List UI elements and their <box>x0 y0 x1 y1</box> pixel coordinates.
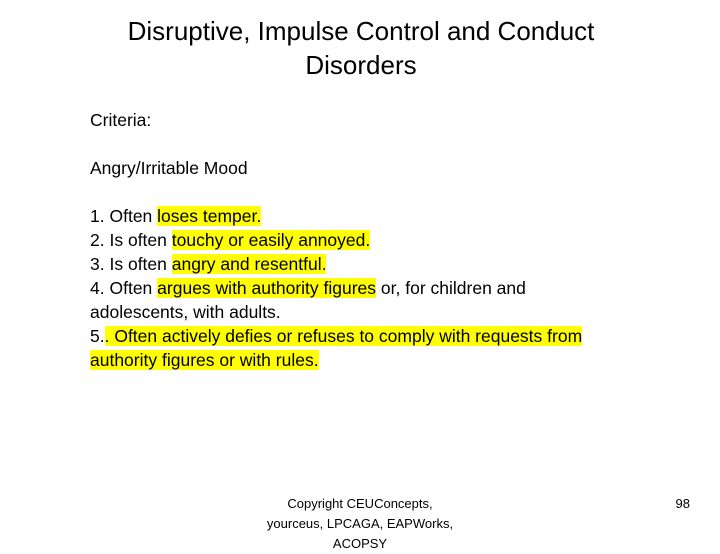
criterion-item-4 <box>90 276 670 300</box>
highlighted-text: touchy or easily annoyed. <box>171 230 371 250</box>
item-text-after: or, for children and <box>380 278 526 298</box>
criterion-item-1 <box>90 204 670 228</box>
copyright-footer <box>240 494 480 551</box>
criterion-item-2 <box>90 228 670 252</box>
item-number: 5. <box>90 326 105 346</box>
footer-line-1: Copyright CEUConcepts, <box>287 496 433 511</box>
criterion-item-5-continuation <box>90 348 670 372</box>
slide-title <box>60 14 662 82</box>
item-text: Is often <box>109 230 167 250</box>
item-number: 1. <box>90 206 105 226</box>
highlighted-text: authority figures or with rules. <box>90 350 319 370</box>
title-line-2: Disorders <box>305 50 417 80</box>
criterion-item-5 <box>90 324 670 348</box>
page-number: 98 <box>675 496 690 511</box>
criteria-label: Criteria: <box>90 110 152 130</box>
slide-body <box>90 108 670 372</box>
item-text: Is often <box>109 254 167 274</box>
highlighted-text: . Often actively defies or refuses to comply with requests from <box>104 326 583 346</box>
section-heading: Angry/Irritable Mood <box>90 158 248 178</box>
criterion-item-4-continuation: adolescents, with adults. <box>90 302 281 322</box>
item-number: 4. <box>90 278 105 298</box>
highlighted-text: loses temper. <box>157 206 262 226</box>
item-number: 3. <box>90 254 105 274</box>
criterion-item-3 <box>90 252 670 276</box>
footer-line-3: ACOPSY <box>332 536 388 551</box>
highlighted-text: argues with authority figures <box>157 278 377 298</box>
footer-line-2: yourceus, LPCAGA, EAPWorks, <box>266 516 454 531</box>
item-number: 2. <box>90 230 105 250</box>
item-text: Often <box>109 278 153 298</box>
title-line-1: Disruptive, Impulse Control and Conduct <box>127 16 595 46</box>
item-text: Often <box>109 206 153 226</box>
highlighted-text: angry and resentful. <box>171 254 327 274</box>
